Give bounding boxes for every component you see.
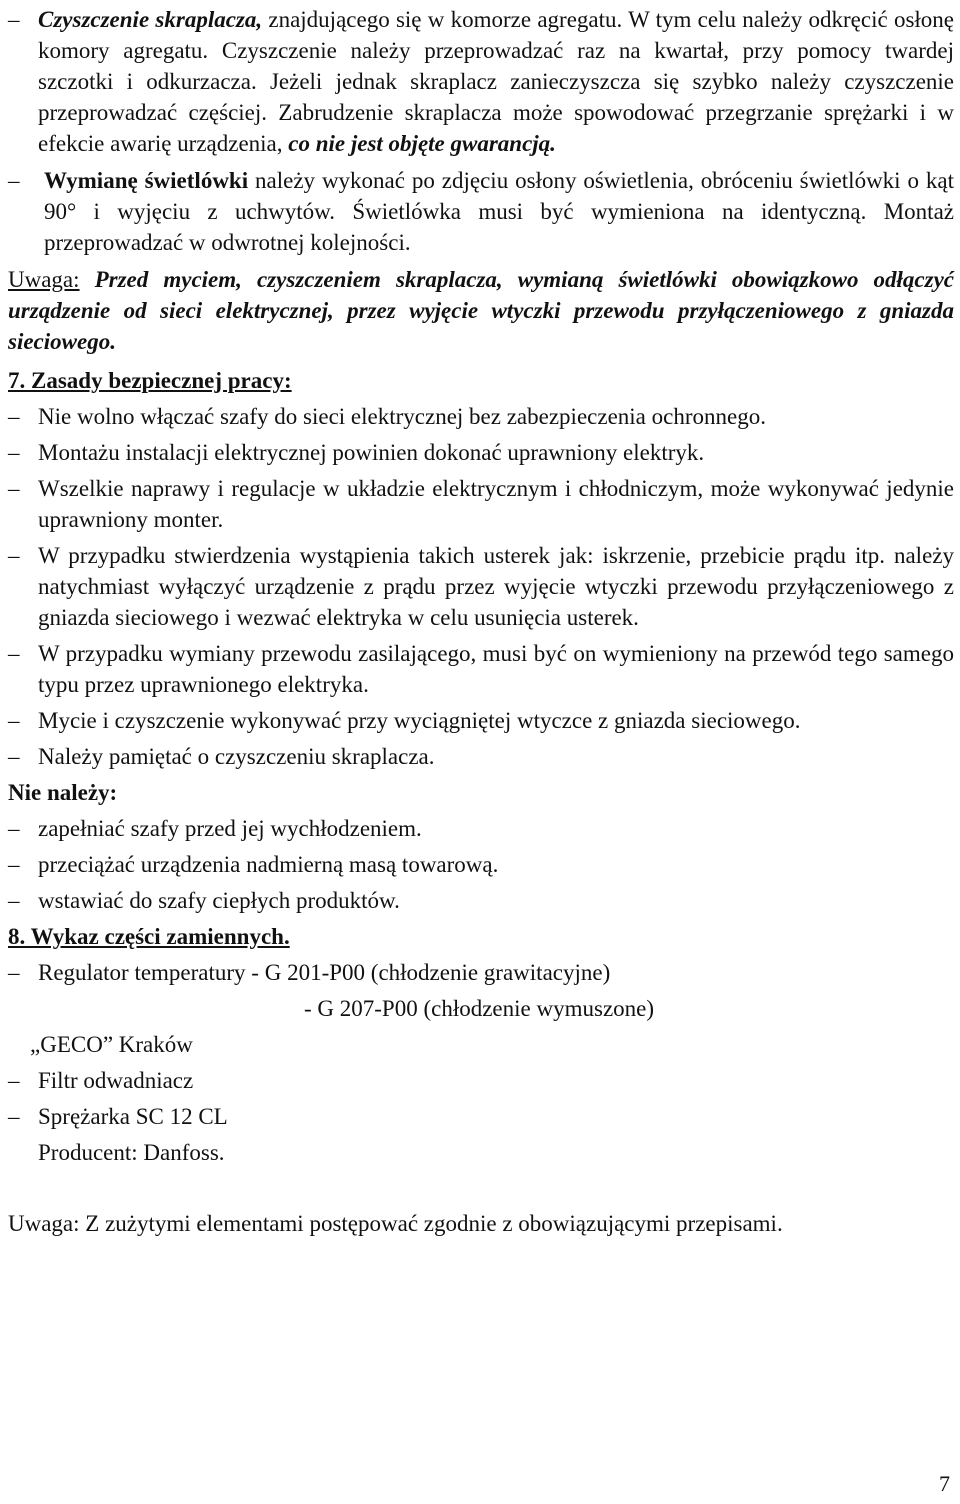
filter-text: Filtr odwadniacz — [38, 1068, 194, 1093]
safety-item — [8, 473, 954, 535]
lamp-replacement-lead: Wymianę świetlówki — [44, 168, 249, 193]
dash-bullet: – — [8, 708, 20, 733]
dont-item — [8, 813, 954, 844]
dash-bullet: – — [8, 960, 20, 985]
safety-item — [8, 540, 954, 633]
dont-item-text: zapełniać szafy przed jej wychłodzeniem. — [38, 816, 422, 841]
dash-bullet: – — [8, 168, 20, 193]
dont-item-text: wstawiać do szafy ciepłych produktów. — [38, 888, 400, 913]
regulator-line-2: - G 207-P00 (chłodzenie wymuszone) — [304, 996, 655, 1021]
safety-item-text: Należy pamiętać o czyszczeniu skraplacza. — [38, 744, 435, 769]
safety-item-text: Mycie i czyszczenie wykonywać przy wyciągniętej wtyczce z gniazda sieciowego. — [38, 708, 801, 733]
condenser-cleaning-lead: Czyszczenie skraplacza, — [38, 7, 263, 32]
dash-bullet: – — [8, 1068, 20, 1093]
dont-item-text: przeciążać urządzenia nadmierną masą towarową. — [38, 852, 499, 877]
compressor-text: Sprężarka SC 12 CL — [38, 1104, 228, 1129]
spare-part-regulator — [8, 957, 954, 988]
dash-bullet: – — [8, 744, 20, 769]
dash-bullet: – — [8, 7, 20, 32]
disposal-note: Uwaga: Z zużytymi elementami postępować zgodnie z obowiązującymi przepisami. — [8, 1211, 783, 1236]
safety-item — [8, 741, 954, 772]
dont-heading: Nie należy: — [8, 780, 118, 805]
dash-bullet: – — [8, 888, 20, 913]
safety-item-text: Nie wolno włączać szafy do sieci elektrycznej bez zabezpieczenia ochronnego. — [38, 404, 766, 429]
compressor-producer: Producent: Danfoss. — [38, 1140, 225, 1165]
warning-text: Przed myciem, czyszczeniem skraplacza, wymianą świetlówki obowiązkowo odłączyć urządzenie od sieci elektrycznej, przez wyjęcie wtyczki przewodu przyłączeniowego z gniazda sieciowego. — [8, 267, 954, 354]
condenser-cleaning-text: znajdującego się w komorze agregatu. W tym celu należy odkręcić osłonę komory agregatu. Czyszczenie należy przeprowadzać raz na kwartał, przy pomocy twardej szczotki i odkurzacza. Jeżeli jednak skraplacz zanieczyszcza się szybko należy czyszczenie przeprowadzać częściej. Zabrudzenie skraplacza może spowodować przegrzanie sprężarki i w efekcie awarię urządzenia, — [38, 7, 954, 156]
dash-bullet: – — [8, 641, 20, 666]
dash-bullet: – — [8, 852, 20, 877]
page-number: 7 — [939, 1471, 950, 1496]
dash-bullet: – — [8, 404, 20, 429]
spare-part-filter — [8, 1065, 954, 1096]
document-page — [8, 4, 954, 1239]
warranty-note: co nie jest objęte gwarancją. — [288, 131, 556, 156]
regulator-maker: „GECO” Kraków — [30, 1032, 193, 1057]
dash-bullet: – — [8, 1104, 20, 1129]
regulator-line-1: Regulator temperatury - G 201-P00 (chłodzenie grawitacyjne) — [38, 960, 611, 985]
safety-item-text: Wszelkie naprawy i regulacje w układzie elektrycznym i chłodniczym, może wykonywać jedynie uprawniony monter. — [38, 476, 954, 532]
dash-bullet: – — [8, 543, 20, 568]
dash-bullet: – — [8, 440, 20, 465]
spare-part-compressor — [8, 1101, 954, 1132]
safety-item-text: W przypadku stwierdzenia wystąpienia takich usterek jak: iskrzenie, przebicie prądu itp. należy natychmiast wyłączyć urządzenie z prądu przez wyjęcie wtyczki przewodu przyłączeniowego z gniazda sieciowego i wezwać elektryka w celu usunięcia usterek. — [38, 543, 954, 630]
safety-item — [8, 401, 954, 432]
safety-item — [8, 705, 954, 736]
safety-item-text: W przypadku wymiany przewodu zasilającego, musi być on wymieniony na przewód tego samego typu przez uprawnionego elektryka. — [38, 641, 954, 697]
dont-item — [8, 885, 954, 916]
paragraph-condenser-cleaning — [8, 4, 954, 159]
warning-label: Uwaga: — [8, 267, 80, 292]
section-7-heading: 7. Zasady bezpiecznej pracy: — [8, 368, 292, 393]
safety-item — [8, 638, 954, 700]
dash-bullet: – — [8, 816, 20, 841]
warning-paragraph — [8, 264, 954, 357]
dont-item — [8, 849, 954, 880]
section-8-heading: 8. Wykaz części zamiennych. — [8, 924, 290, 949]
dash-bullet: – — [8, 476, 20, 501]
safety-item — [8, 437, 954, 468]
safety-item-text: Montażu instalacji elektrycznej powinien dokonać uprawniony elektryk. — [38, 440, 705, 465]
paragraph-lamp-replacement — [8, 165, 954, 258]
lamp-replacement-text: należy wykonać po zdjęciu osłony oświetlenia, obróceniu świetlówki o kąt 90° i wyjęciu z uchwytów. Świetlówka musi być wymieniona na identyczną. Montaż przeprowadzać w odwrotnej kolejności. — [44, 168, 954, 255]
